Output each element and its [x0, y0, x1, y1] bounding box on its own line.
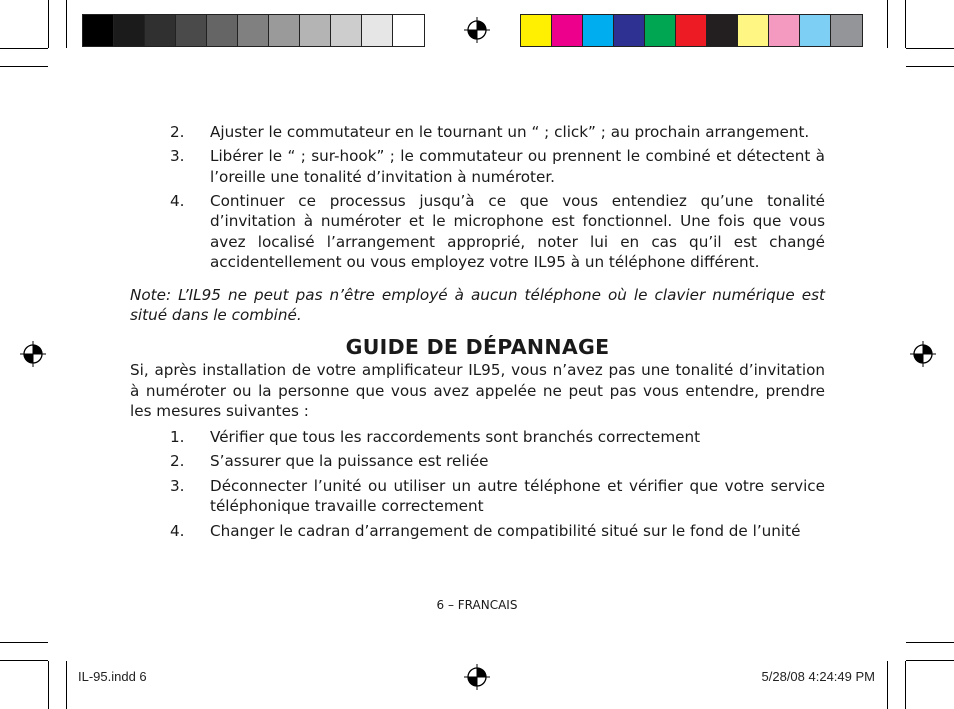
color-swatch [614, 15, 645, 46]
registration-mark-icon [464, 664, 490, 690]
color-swatch [238, 15, 269, 46]
color-swatch [300, 15, 331, 46]
list-item [130, 476, 825, 517]
color-swatch [707, 15, 738, 46]
registration-mark-icon [464, 17, 490, 43]
step-text: Ajuster le commutateur en le tournant un “ ; click” ; au prochain arrangement. [210, 123, 810, 141]
crop-mark [66, 661, 67, 709]
color-swatch [145, 15, 176, 46]
step-number: 3. [170, 147, 185, 165]
crop-mark [0, 66, 48, 67]
list-item [130, 146, 825, 187]
slug-datetime: 5/28/08 4:24:49 PM [761, 669, 875, 684]
crop-mark [48, 661, 49, 709]
list-item [130, 427, 825, 448]
crop-mark [0, 660, 48, 661]
crop-mark [66, 0, 67, 48]
crop-mark [0, 48, 48, 49]
list-item [130, 122, 825, 143]
note-paragraph: Note: L’IL95 ne peut pas n’être employé à aucun téléphone où le clavier numérique est situé dans le combiné. [130, 285, 825, 324]
crop-mark [906, 660, 954, 661]
intro-paragraph: Si, après installation de votre amplificateur IL95, vous n’avez pas une tonalité d’invitation à numéroter ou la personne que vous avez appelée ne peut pas vous entendre, prendre les mesures suivantes : [130, 361, 825, 420]
grayscale-color-bar [82, 14, 425, 47]
color-swatch [676, 15, 707, 46]
list-item [130, 191, 825, 273]
crop-mark [906, 48, 954, 49]
color-swatch [552, 15, 583, 46]
step-number: 2. [170, 452, 185, 470]
crop-mark [906, 642, 954, 643]
process-color-bar [520, 14, 863, 47]
list-item [130, 521, 825, 542]
crop-mark [887, 661, 888, 709]
crop-mark [905, 0, 906, 48]
color-swatch [738, 15, 769, 46]
color-swatch [583, 15, 614, 46]
color-swatch [114, 15, 145, 46]
color-swatch [331, 15, 362, 46]
color-swatch [831, 15, 862, 46]
section-heading: GUIDE DE DÉPANNAGE [345, 334, 610, 359]
step-text: Vérifier que tous les raccordements sont branchés correctement [210, 427, 701, 446]
color-swatch [362, 15, 393, 46]
crop-mark [905, 661, 906, 709]
registration-mark-icon [910, 341, 936, 367]
step-text: Déconnecter l’unité ou utiliser un autre téléphone et vérifier que votre service téléphonique travaille correctement [210, 476, 825, 515]
manual-page-content [130, 122, 825, 545]
color-swatch [83, 15, 114, 46]
step-text: Libérer le “ ; sur-hook” ; le commutateur ou prennent le combiné et détectent à l’oreille une tonalité d’invitation à numéroter. [210, 147, 825, 186]
crop-mark [906, 66, 954, 67]
color-swatch [800, 15, 831, 46]
color-swatch [393, 15, 424, 46]
registration-mark-icon [20, 341, 46, 367]
step-number: 3. [170, 476, 185, 495]
troubleshooting-steps-list [130, 427, 825, 542]
step-number: 4. [170, 521, 185, 540]
step-number: 4. [170, 191, 185, 210]
slug-filename: IL-95.indd 6 [78, 669, 147, 684]
color-swatch [176, 15, 207, 46]
setup-steps-list [130, 122, 825, 273]
crop-mark [887, 0, 888, 48]
color-swatch [645, 15, 676, 46]
color-swatch [207, 15, 238, 46]
step-text: Changer le cadran d’arrangement de compatibilité situé sur le fond de l’unité [210, 521, 801, 540]
list-item [130, 451, 825, 472]
color-swatch [769, 15, 800, 46]
color-swatch [269, 15, 300, 46]
step-text: S’assurer que la puissance est reliée [210, 452, 489, 470]
page-number-footer: 6 – FRANCAIS [436, 598, 518, 612]
color-swatch [521, 15, 552, 46]
crop-mark [48, 0, 49, 48]
step-text: Continuer ce processus jusqu’à ce que vous entendiez qu’une tonalité d’invitation à numéroter et le microphone est fonctionnel. Une fois que vous avez localisé l’arrangement approprié, noter lui en cas qu’il est changé accidentellement ou vous employez votre IL95 à un téléphone différent. [210, 191, 825, 271]
step-number: 2. [170, 123, 185, 141]
crop-mark [0, 642, 48, 643]
step-number: 1. [170, 427, 185, 446]
